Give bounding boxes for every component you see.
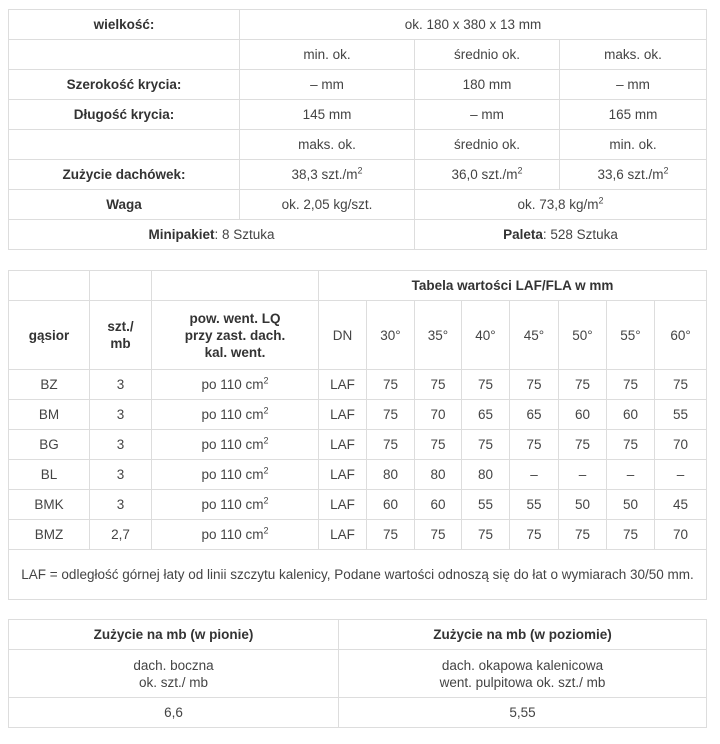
pallet-label: Paleta (503, 227, 543, 242)
col2-avg: średnio ok. (415, 130, 560, 160)
header-gasior: gąsior (9, 301, 90, 370)
width-avg: 180 mm (415, 70, 560, 100)
row-szt: 3 (90, 490, 152, 520)
empty-cell (9, 271, 90, 301)
row-szt: 3 (90, 460, 152, 490)
row-dn: LAF (319, 520, 367, 550)
laf-body (9, 370, 707, 550)
table-row (9, 550, 707, 600)
table-row (9, 370, 707, 400)
row-dn: LAF (319, 400, 367, 430)
row-value: 75 (559, 430, 607, 460)
row-name: BZ (9, 370, 90, 400)
row-value: 70 (655, 430, 707, 460)
row-pow: po 110 $cm^2$ (152, 430, 319, 460)
row-value: 75 (462, 370, 510, 400)
row-value: 75 (415, 370, 462, 400)
table-row (9, 520, 707, 550)
row-pow: po 110 $cm^2$ (152, 370, 319, 400)
header-dn: DN (319, 301, 367, 370)
row-value: – (607, 460, 655, 490)
row-value: – (655, 460, 707, 490)
header-szt: szt./ mb (90, 301, 152, 370)
table-row (9, 100, 707, 130)
row-value: – (510, 460, 559, 490)
horizontal-header: Zużycie na mb (w poziomie) (339, 620, 707, 650)
row-value: 75 (607, 430, 655, 460)
row-value: 60 (607, 400, 655, 430)
row-szt: 3 (90, 430, 152, 460)
row-value: 75 (415, 430, 462, 460)
row-value: 75 (462, 430, 510, 460)
row-value: 70 (415, 400, 462, 430)
row-value: 75 (367, 400, 415, 430)
width-label: Szerokość krycia: (9, 70, 240, 100)
row-value: 50 (559, 490, 607, 520)
table-row (9, 460, 707, 490)
horizontal-value: 5,55 (339, 698, 707, 728)
row-pow: po 110 $cm^2$ (152, 490, 319, 520)
size-label: wielkość: (9, 10, 240, 40)
weight-label: Waga (9, 190, 240, 220)
table-row (9, 40, 707, 70)
row-value: 65 (510, 400, 559, 430)
table-row (9, 160, 707, 190)
row-value: 60 (367, 490, 415, 520)
table-row (9, 220, 707, 250)
row-value: 55 (655, 400, 707, 430)
row-value: 80 (367, 460, 415, 490)
row-pow: po 110 $cm^2$ (152, 460, 319, 490)
row-value: 75 (607, 370, 655, 400)
col-min: min. ok. (240, 40, 415, 70)
vertical-value: 6,6 (9, 698, 339, 728)
empty-cell (152, 271, 319, 301)
table-row (9, 620, 707, 650)
row-value: 80 (462, 460, 510, 490)
row-dn: LAF (319, 370, 367, 400)
empty-cell (9, 130, 240, 160)
empty-cell (9, 40, 240, 70)
minipack-label: Minipakiet (148, 227, 215, 242)
row-name: BG (9, 430, 90, 460)
row-value: 50 (607, 490, 655, 520)
col2-max: maks. ok. (240, 130, 415, 160)
table-row (9, 490, 707, 520)
header-pow: pow. went. LQ przy zast. dach. kal. went. (152, 301, 319, 370)
row-value: 75 (415, 520, 462, 550)
table-row (9, 130, 707, 160)
header-angle: 55° (607, 301, 655, 370)
header-angle: 40° (462, 301, 510, 370)
row-value: 75 (655, 370, 707, 400)
width-min: – mm (240, 70, 415, 100)
table-row (9, 70, 707, 100)
laf-table (8, 270, 707, 600)
row-szt: 2,7 (90, 520, 152, 550)
row-szt: 3 (90, 400, 152, 430)
row-name: BMK (9, 490, 90, 520)
row-name: BMZ (9, 520, 90, 550)
row-value: 75 (559, 370, 607, 400)
vertical-header: Zużycie na mb (w pionie) (9, 620, 339, 650)
row-value: 65 (462, 400, 510, 430)
header-angle: 45° (510, 301, 559, 370)
row-pow: po 110 $cm^2$ (152, 400, 319, 430)
row-value: 60 (559, 400, 607, 430)
length-avg: – mm (415, 100, 560, 130)
row-value: 55 (510, 490, 559, 520)
table-row (9, 650, 707, 698)
row-value: 75 (367, 520, 415, 550)
size-value: ok. 180 x 380 x 13 mm (240, 10, 707, 40)
row-pow: po 110 $cm^2$ (152, 520, 319, 550)
width-max: – mm (560, 70, 707, 100)
row-value: 75 (607, 520, 655, 550)
spec-table (8, 9, 707, 250)
row-dn: LAF (319, 490, 367, 520)
row-value: 45 (655, 490, 707, 520)
row-value: 60 (415, 490, 462, 520)
vertical-desc: dach. boczna ok. szt./ mb (9, 650, 339, 698)
table-row (9, 10, 707, 40)
row-dn: LAF (319, 430, 367, 460)
weight-piece: ok. 2,05 kg/szt. (240, 190, 415, 220)
laf-note: LAF = odległość górnej łaty od linii szczytu kalenicy, Podane wartości odnoszą się do łat o wymiarach 30/50 mm. (9, 550, 707, 600)
horizontal-desc: dach. okapowa kalenicowa went. pulpitowa ok. szt./ mb (339, 650, 707, 698)
row-name: BM (9, 400, 90, 430)
usage-1: 38,3 $szt./m^2$ (240, 160, 415, 190)
row-value: 70 (655, 520, 707, 550)
pallet-cell (415, 220, 707, 250)
table-row (9, 400, 707, 430)
table-header-row (9, 301, 707, 370)
minipack-cell (9, 220, 415, 250)
row-dn: LAF (319, 460, 367, 490)
header-angle: 35° (415, 301, 462, 370)
minipack-value: : 8 Sztuka (214, 227, 275, 242)
empty-cell (90, 271, 152, 301)
row-name: BL (9, 460, 90, 490)
length-max: 165 mm (560, 100, 707, 130)
row-value: 75 (510, 370, 559, 400)
col-avg: średnio ok. (415, 40, 560, 70)
row-value: 75 (367, 430, 415, 460)
row-szt: 3 (90, 370, 152, 400)
usage-label: Zużycie dachówek: (9, 160, 240, 190)
table-row (9, 190, 707, 220)
row-value: 75 (510, 520, 559, 550)
table-row (9, 430, 707, 460)
row-value: 80 (415, 460, 462, 490)
row-value: 75 (559, 520, 607, 550)
row-value: 75 (367, 370, 415, 400)
pallet-value: : 528 Sztuka (542, 227, 618, 242)
col2-min: min. ok. (560, 130, 707, 160)
usage-2: 36,0 $szt./m^2$ (415, 160, 560, 190)
table-row (9, 271, 707, 301)
row-value: 75 (462, 520, 510, 550)
header-angle: 50° (559, 301, 607, 370)
laf-table-title: Tabela wartości LAF/FLA w mm (319, 271, 707, 301)
length-label: Długość krycia: (9, 100, 240, 130)
row-value: 55 (462, 490, 510, 520)
header-angle: 30° (367, 301, 415, 370)
weight-area: ok. 73,8 $kg/m^2$ (415, 190, 707, 220)
usage-3: 33,6 $szt./m^2$ (560, 160, 707, 190)
table-row (9, 698, 707, 728)
header-angle: 60° (655, 301, 707, 370)
mb-table (8, 619, 707, 728)
row-value: – (559, 460, 607, 490)
col-max: maks. ok. (560, 40, 707, 70)
length-min: 145 mm (240, 100, 415, 130)
row-value: 75 (510, 430, 559, 460)
